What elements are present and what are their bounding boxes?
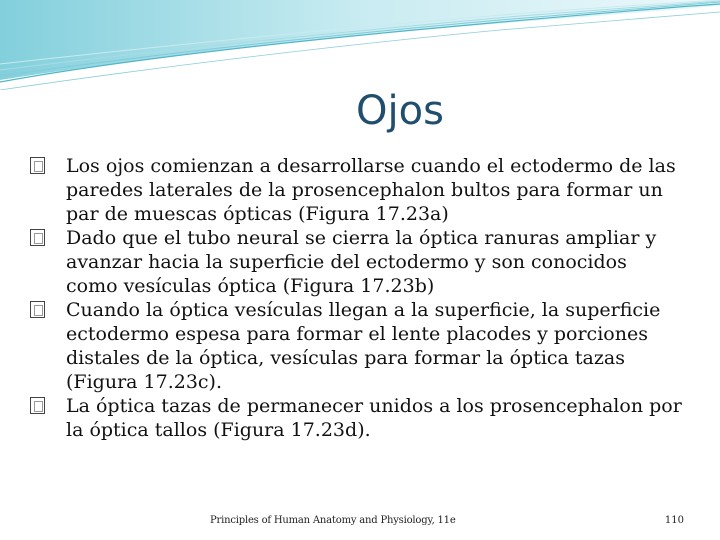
bullet-text: La óptica tazas de permanecer unidos a los prosencephalon por la óptica tallos (Figura 17.23d). xyxy=(66,395,682,441)
slide-title: Ojos xyxy=(356,88,444,134)
missing-glyph-box-icon xyxy=(30,157,45,174)
bullet-item xyxy=(24,154,684,226)
bullet-item xyxy=(24,394,684,442)
wave-graphic xyxy=(0,0,720,90)
bullet-text: Dado que el tubo neural se cierra la óptica ranuras ampliar y avanzar hacia la superficie del ectodermo y son conocidos como vesículas óptica (Figura 17.23b) xyxy=(66,227,657,297)
missing-glyph-box-icon xyxy=(30,229,45,246)
bullet-text: Los ojos comienzan a desarrollarse cuando el ectodermo de las paredes laterales de la prosencephalon bultos para formar un par de muescas ópticas (Figura 17.23a) xyxy=(66,155,676,225)
footer-text: Principles of Human Anatomy and Physiology, 11e xyxy=(210,515,456,526)
bullet-item xyxy=(24,298,684,394)
page-number: 110 xyxy=(664,515,684,526)
bullet-item xyxy=(24,226,684,298)
bullet-list xyxy=(24,154,684,442)
bullet-text: Cuando la óptica vesículas llegan a la superficie, la superficie ectodermo espesa para formar el lente placodes y porciones distales de la óptica, vesículas para formar la óptica tazas (Figura 17.23c). xyxy=(66,299,661,393)
missing-glyph-box-icon xyxy=(30,397,45,414)
missing-glyph-box-icon xyxy=(30,301,45,318)
decorative-wave-band xyxy=(0,0,720,90)
